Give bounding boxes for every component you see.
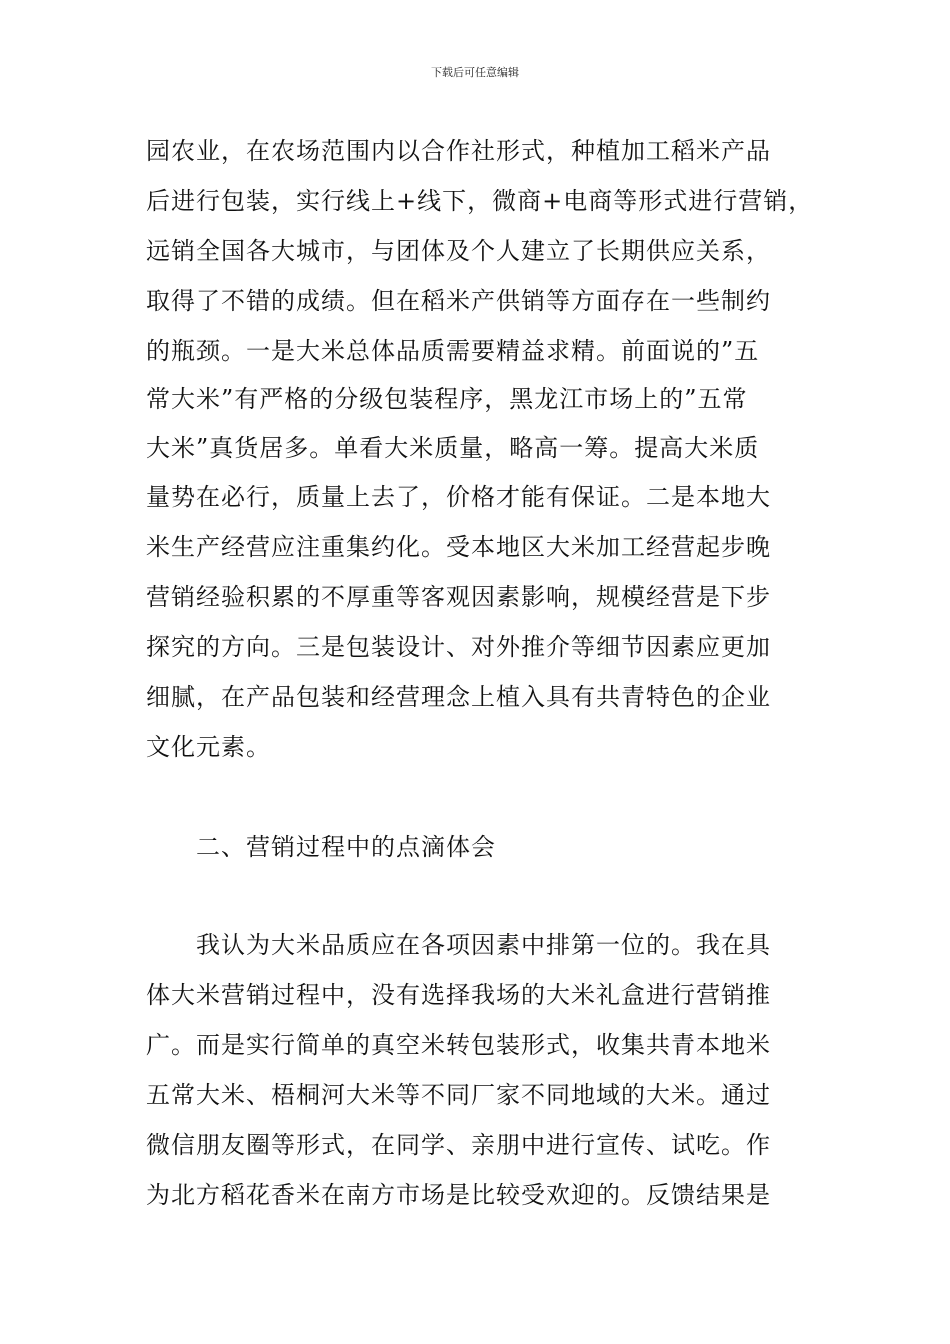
paragraph-line: 米生产经营应注重集约化。受本地区大米加工经营起步晚 (146, 533, 771, 561)
paragraph-line: 我认为大米品质应在各项因素中排第一位的。我在具 (196, 931, 771, 959)
paragraph-line: 园农业，在农场范围内以合作社形式，种植加工稻米产品 (146, 137, 771, 165)
paragraph-line: 远销全国各大城市，与团体及个人建立了长期供应关系， (146, 237, 771, 265)
paragraph-line: 量势在必行，质量上去了，价格才能有保证。二是本地大 (146, 483, 771, 511)
paragraph-line: 大米”真货居多。单看大米质量，略高一筹。提高大米质 (146, 434, 760, 462)
page-header: 下载后可任意编辑 (431, 66, 519, 79)
paragraph-line: 体大米营销过程中，没有选择我场的大米礼盒进行营销推 (146, 981, 771, 1009)
paragraph-line: 后进行包装，实行线上+线下，微商+电商等形式进行营销， (146, 187, 814, 215)
paragraph-line: 探究的方向。三是包装设计、对外推介等细节因素应更加 (146, 633, 771, 661)
paragraph-line: 细腻，在产品包装和经营理念上植入具有共青特色的企业 (146, 683, 771, 711)
paragraph-line: 微信朋友圈等形式，在同学、亲朋中进行宣传、试吃。作 (146, 1131, 771, 1159)
paragraph-line: 的瓶颈。一是大米总体品质需要精益求精。前面说的”五 (146, 337, 760, 365)
paragraph-line: 取得了不错的成绩。但在稻米产供销等方面存在一些制约 (146, 287, 771, 315)
paragraph-line: 文化元素。 (146, 733, 271, 761)
section-heading: 二、营销过程中的点滴体会 (196, 833, 496, 861)
paragraph-line: 为北方稻花香米在南方市场是比较受欢迎的。反馈结果是 (146, 1181, 771, 1209)
paragraph-line: 五常大米、梧桐河大米等不同厂家不同地域的大米。通过 (146, 1081, 771, 1109)
paragraph-line: 营销经验积累的不厚重等客观因素影响，规模经营是下步 (146, 583, 771, 611)
paragraph-line: 常大米”有严格的分级包装程序，黑龙江市场上的”五常 (146, 385, 748, 413)
paragraph-line: 广。而是实行简单的真空米转包装形式，收集共青本地米 (146, 1031, 771, 1059)
